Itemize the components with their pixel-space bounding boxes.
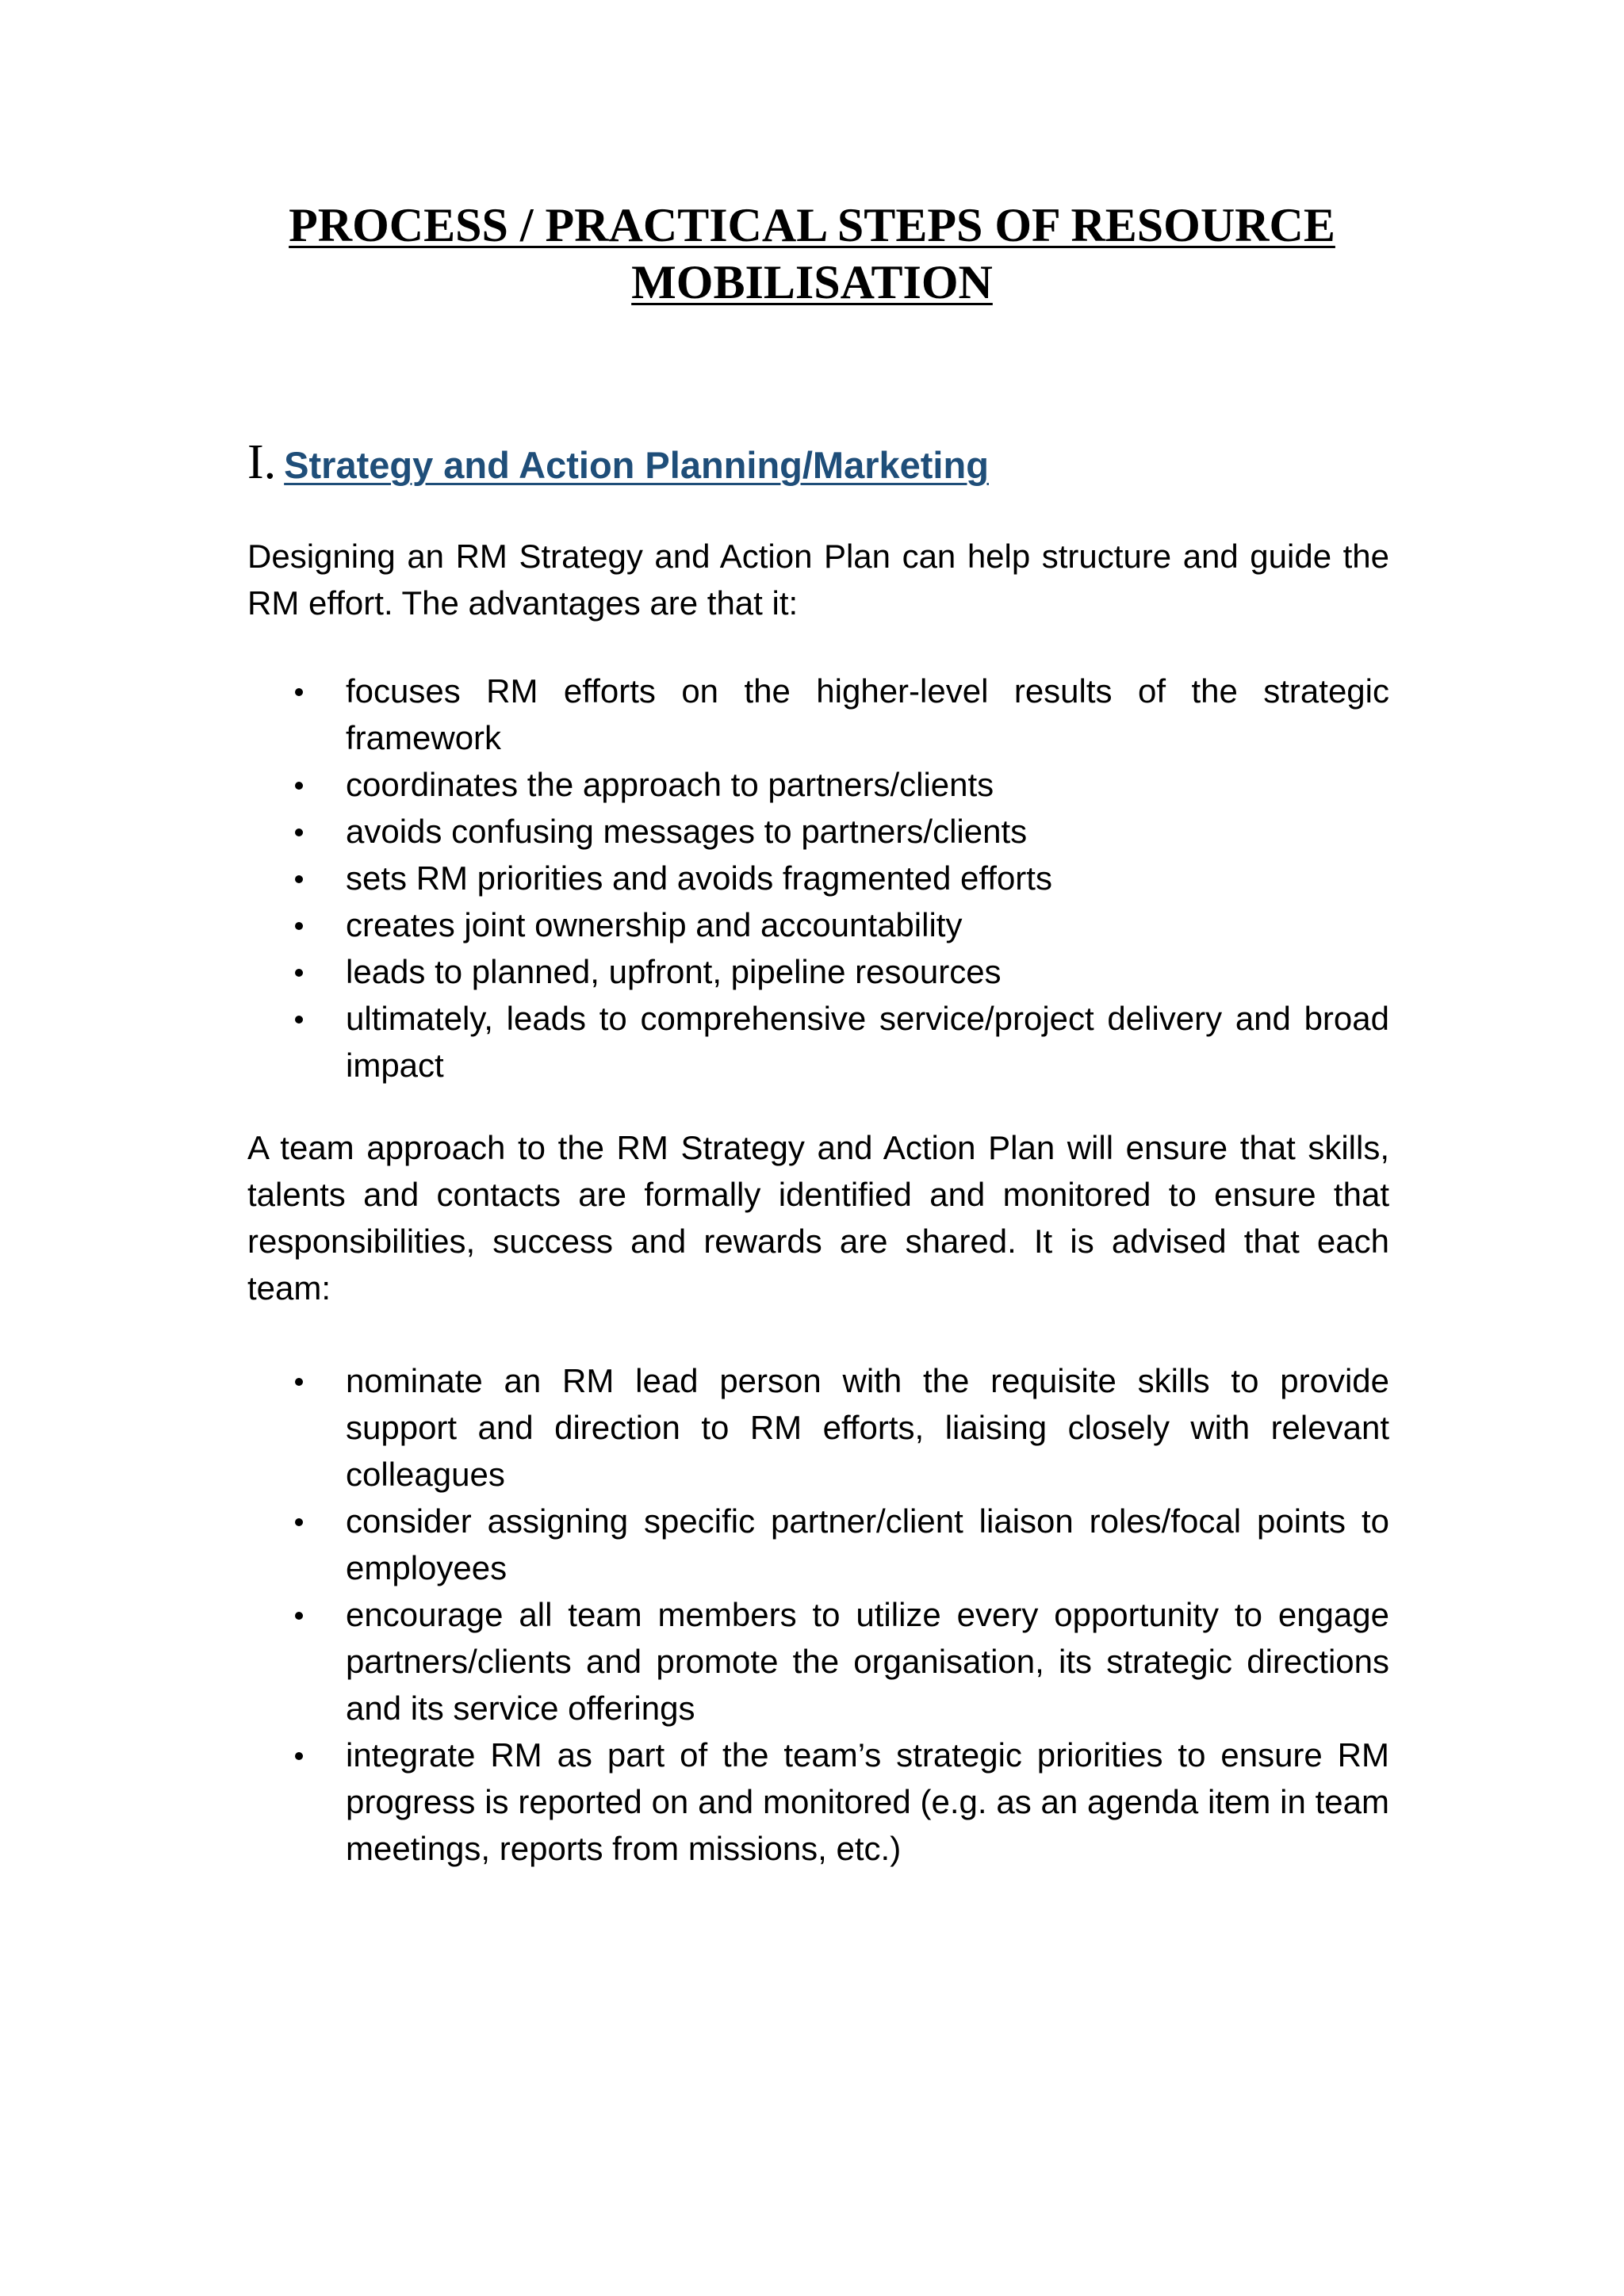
- list-item-text: ultimately, leads to comprehensive service/project delivery and broad impact: [346, 1000, 1389, 1084]
- page-title: PROCESS / PRACTICAL STEPS OF RESOURCE MOBILISATION: [289, 199, 1335, 308]
- bullet-icon: [295, 969, 303, 977]
- list-item-text: focuses RM efforts on the higher-level results of the strategic framework: [346, 672, 1389, 756]
- section-heading: [247, 434, 989, 491]
- list-item-text: sets RM priorities and avoids fragmented efforts: [346, 859, 1052, 897]
- advantages-list: [247, 668, 1389, 1089]
- list-item: [247, 761, 1389, 808]
- list-item: [247, 901, 1389, 948]
- intro-paragraph: Designing an RM Strategy and Action Plan can help structure and guide the RM effort. The advantages are that it:: [247, 538, 1389, 622]
- bullet-icon: [295, 875, 303, 883]
- list-item: [247, 1498, 1389, 1591]
- bullet-icon: [295, 1612, 303, 1620]
- list-item-text: consider assigning specific partner/client liaison roles/focal points to employees: [346, 1502, 1389, 1586]
- bullet-icon: [295, 1016, 303, 1024]
- list-item: [247, 1357, 1389, 1498]
- bullet-icon: [295, 1378, 303, 1386]
- list-item-text: avoids confusing messages to partners/clients: [346, 813, 1028, 850]
- list-item-text: leads to planned, upfront, pipeline resources: [346, 953, 1002, 990]
- list-item: [247, 995, 1389, 1089]
- list-item-text: creates joint ownership and accountability: [346, 906, 963, 943]
- bullet-icon: [295, 688, 303, 696]
- section-heading-text: Strategy and Action Planning/Marketing: [284, 444, 989, 486]
- list-item-text: integrate RM as part of the team’s strategic priorities to ensure RM progress is reported on and monitored (e.g. as an agenda item in team meetings, reports from missions, etc.): [346, 1736, 1389, 1867]
- team-actions-list: [247, 1357, 1389, 1872]
- list-item: [247, 668, 1389, 761]
- list-item: [247, 855, 1389, 901]
- bullet-icon: [295, 782, 303, 790]
- bullet-icon: [295, 828, 303, 836]
- section-numeral: I.: [247, 435, 277, 489]
- list-item: [247, 948, 1389, 995]
- list-item: [247, 1732, 1389, 1872]
- list-item: [247, 808, 1389, 855]
- team-approach-paragraph: A team approach to the RM Strategy and Action Plan will ensure that skills, talents and contacts are formally identified and monitored to ensure that responsibilities, success and rewards are shared. It is advised that each team:: [247, 1129, 1389, 1307]
- list-item-text: coordinates the approach to partners/clients: [346, 766, 994, 803]
- list-item-text: encourage all team members to utilize every opportunity to engage partners/clients and promote the organisation, its strategic directions and its service offerings: [346, 1596, 1389, 1727]
- bullet-icon: [295, 922, 303, 930]
- bullet-icon: [295, 1518, 303, 1526]
- list-item: [247, 1591, 1389, 1732]
- list-item-text: nominate an RM lead person with the requisite skills to provide support and direction to RM efforts, liaising closely with relevant colleagues: [346, 1362, 1389, 1493]
- bullet-icon: [295, 1752, 303, 1760]
